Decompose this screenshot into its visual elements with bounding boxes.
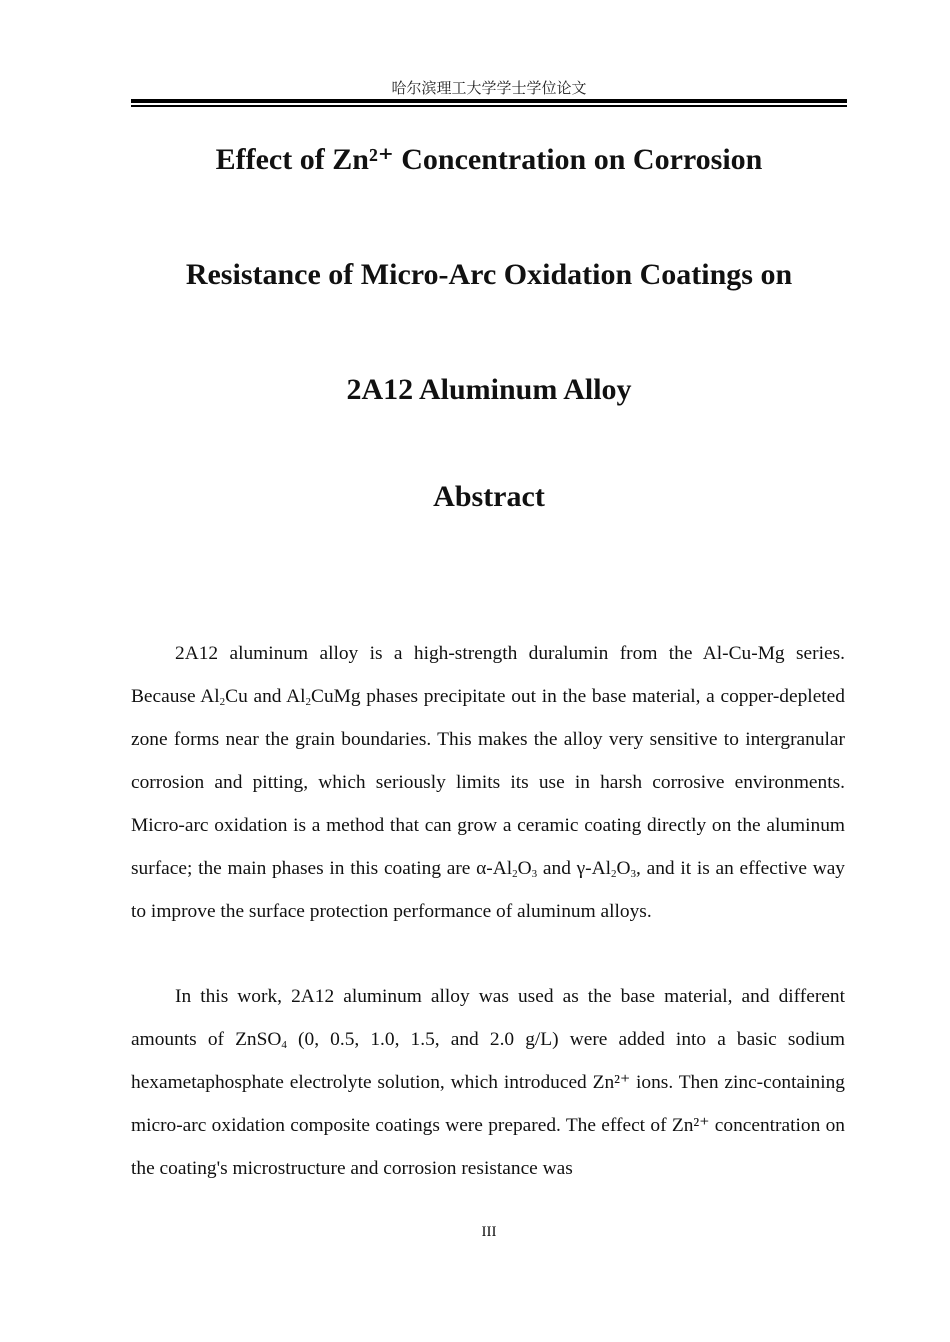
- text-run: and γ-Al: [537, 858, 612, 879]
- text-run: O: [616, 858, 631, 879]
- abstract-heading: Abstract: [433, 480, 545, 513]
- header-rule-thick: [131, 99, 847, 103]
- text-run: In this work, 2A12 aluminum alloy was used as the base material, and different amounts of ZnSO: [131, 986, 845, 1050]
- subscript: 2: [611, 868, 617, 880]
- text-run: , and it is an effective way to improve the surface protection performance of aluminum alloys.: [131, 858, 845, 922]
- paragraph-1-text: [131, 632, 845, 933]
- page-number: III: [481, 1224, 497, 1240]
- subscript: 2: [305, 696, 312, 708]
- title-line-2: Resistance of Micro-Arc Oxidation Coatings on: [185, 258, 793, 291]
- paragraph-2-text: [131, 975, 845, 1190]
- subscript: 2: [512, 868, 518, 880]
- title-line-3: 2A12 Aluminum Alloy: [346, 373, 632, 406]
- subscript: 4: [281, 1039, 287, 1051]
- abstract-paragraph-2: [131, 975, 845, 1190]
- subscript: 3: [630, 868, 637, 880]
- text-run: CuMg phases precipitate out in the base material, a copper-depleted zone forms near the grain boundaries. This makes the alloy very sensitive to intergranular corrosion and pitting, which seriously limits its use in harsh corrosive environments. Micro-arc oxidation is a method that can grow a ceramic coating directly on the aluminum surface; the main phases in this coating are α-Al: [131, 686, 845, 879]
- subscript: 2: [219, 696, 226, 708]
- subscript: 3: [531, 868, 538, 880]
- abstract-paragraph-1: [131, 632, 845, 933]
- title-line-1: Effect of Zn²⁺ Concentration on Corrosion: [215, 143, 763, 176]
- text-run: O: [517, 858, 532, 879]
- running-header: 哈尔滨理工大学学士学位论文: [391, 79, 587, 97]
- text-run: 2A12 aluminum alloy is a high-strength duralumin from the Al-Cu-Mg series. Because Al: [131, 643, 845, 707]
- header-double-rule: [131, 99, 847, 107]
- text-run: Cu and Al: [225, 686, 306, 707]
- text-run: (0, 0.5, 1.0, 1.5, and 2.0 g/L) were added into a basic sodium hexametaphosphate electrolyte solution, which introduced Zn²⁺ ions. Then zinc-containing micro-arc oxidation composite coatings were prepared. The effect of Zn²⁺ concentration on the coating's microstructure and corrosion resistance was: [131, 1029, 845, 1179]
- header-rule-thin: [131, 105, 847, 107]
